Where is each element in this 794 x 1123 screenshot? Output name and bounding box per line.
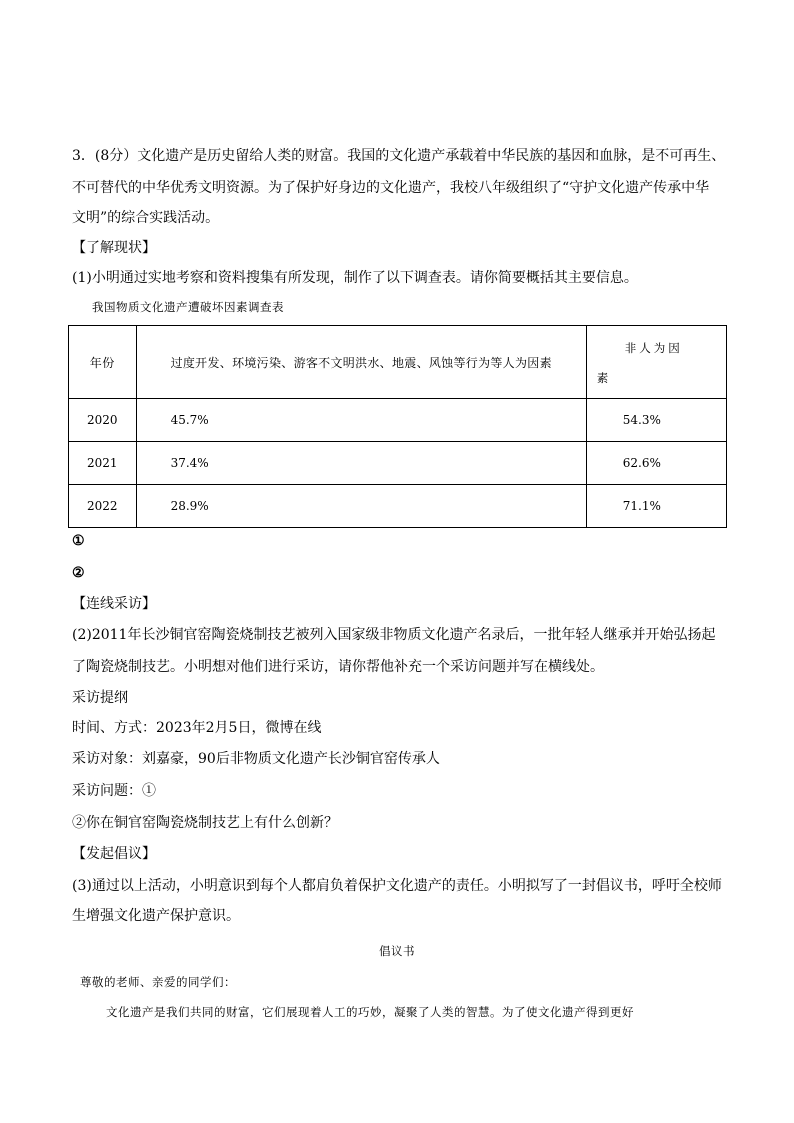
header-year: 年份 <box>69 326 137 399</box>
table-row <box>69 442 727 485</box>
section2-heading: 【连线采访】 <box>72 596 156 612</box>
header-non-human-factors <box>586 326 726 399</box>
cell-year: 2021 <box>69 442 137 485</box>
cell-non-human: 54.3% <box>586 399 726 442</box>
header-non-human-line1: 非人为因 <box>624 341 683 355</box>
cell-human: 37.4% <box>136 442 586 485</box>
section3-heading: 【发起倡议】 <box>72 846 156 862</box>
interview-question-1: 采访问题：① <box>72 783 156 799</box>
table-header-row <box>69 326 727 399</box>
interview-target: 采访对象：刘嘉豪，90后非物质文化遗产长沙铜官窑传承人 <box>72 751 440 767</box>
letter-body-line1: 文化遗产是我们共同的财富，它们展现着人工的巧妙，凝聚了人类的智慧。为了使文化遗产得到更好 <box>106 1005 634 1019</box>
survey-table <box>68 325 727 528</box>
interview-question-2: ②你在铜官窑陶瓷烧制技艺上有什么创新？ <box>72 815 338 831</box>
section3-prompt-line1: (3)通过以上活动，小明意识到每个人都肩负着保护文化遗产的责任。小明拟写了一封倡议书，呼吁全校师 <box>72 878 722 894</box>
section1-heading: 【了解现状】 <box>72 240 156 256</box>
question-intro-line3: 文明”的综合实践活动。 <box>72 210 220 226</box>
question-intro-line2: 不可替代的中华优秀文明资源。为了保护好身边的文化遗产，我校八年级组织了“守护文化遗产传承中华 <box>72 180 710 196</box>
cell-year: 2020 <box>69 399 137 442</box>
table-title: 我国物质文化遗产遭破坏因素调查表 <box>92 300 284 314</box>
question-intro-line1: 3．(8分）文化遗产是历史留给人类的财富。我国的文化遗产承载着中华民族的基因和血脉，是不可再生、 <box>72 148 726 164</box>
letter-title: 倡议书 <box>379 944 415 958</box>
interview-outline-title: 采访提纲 <box>72 690 128 706</box>
table-row <box>69 485 727 528</box>
cell-non-human: 71.1% <box>586 485 726 528</box>
cell-human: 28.9% <box>136 485 586 528</box>
section3-prompt-line2: 生增强文化遗产保护意识。 <box>72 908 240 924</box>
table-row <box>69 399 727 442</box>
cell-human: 45.7% <box>136 399 586 442</box>
answer-blank-2: ② <box>72 565 85 581</box>
header-non-human-line2: 素 <box>596 371 609 385</box>
letter-salutation: 尊敬的老师、亲爱的同学们： <box>80 975 236 989</box>
cell-non-human: 62.6% <box>586 442 726 485</box>
section1-prompt: (1)小明通过实地考察和资料搜集有所发现，制作了以下调查表。请你简要概括其主要信息。 <box>72 270 638 286</box>
answer-blank-1: ① <box>72 533 85 549</box>
interview-time: 时间、方式：2023年2月5日，微博在线 <box>72 720 322 736</box>
cell-year: 2022 <box>69 485 137 528</box>
section2-prompt-line1: (2)2011年长沙铜官窑陶瓷烧制技艺被列入国家级非物质文化遗产名录后，一批年轻人继承并开始弘扬起 <box>72 627 716 643</box>
section2-prompt-line2: 了陶瓷烧制技艺。小明想对他们进行采访，请你帮他补充一个采访问题并写在横线处。 <box>72 659 604 675</box>
header-human-factors: 过度开发、环境污染、游客不文明洪水、地震、风蚀等行为等人为因素 <box>136 326 586 399</box>
